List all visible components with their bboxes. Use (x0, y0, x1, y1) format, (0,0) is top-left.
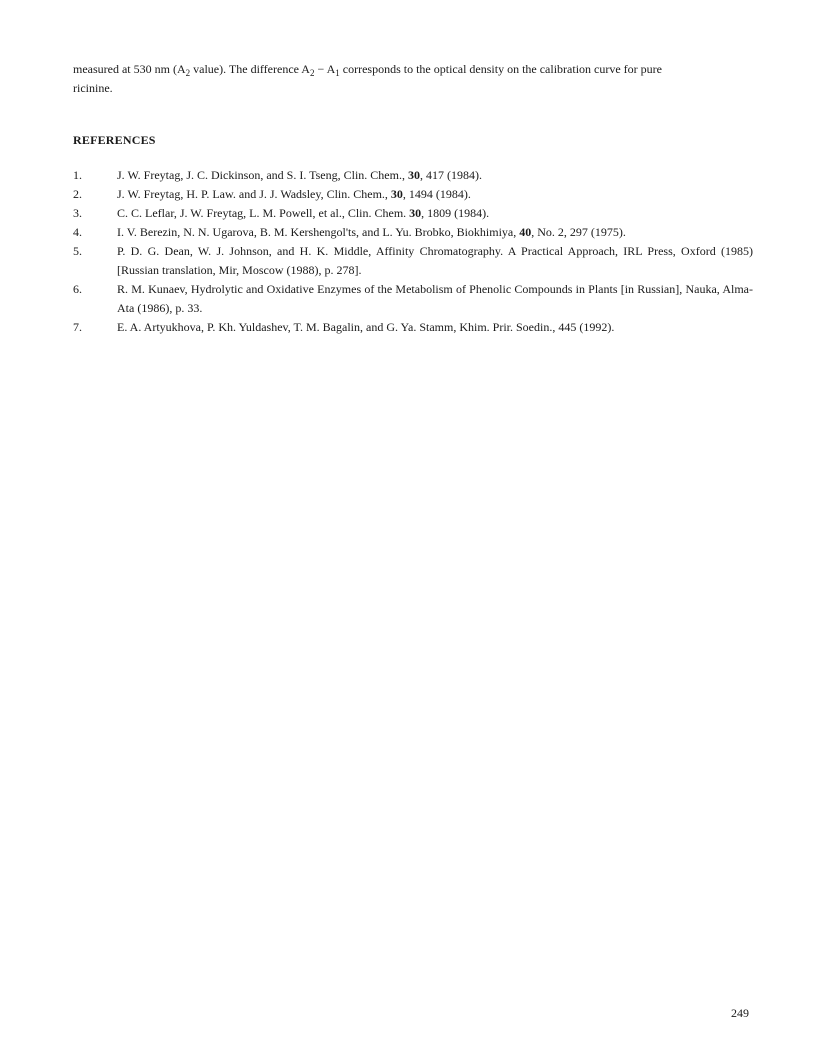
reference-item (73, 242, 753, 280)
reference-citation: I. V. Berezin, N. N. Ugarova, B. M. Kershengol'ts, and L. Yu. Brobko, Biokhimiya, (117, 225, 520, 239)
intro-subscript-3: 1 (335, 68, 340, 78)
reference-text (117, 204, 753, 223)
reference-text (117, 223, 753, 242)
reference-item (73, 280, 753, 318)
reference-volume: 40 (519, 225, 532, 239)
reference-text: P. D. G. Dean, W. J. Johnson, and H. K. Middle, Affinity Chromatography. A Practical Approach, IRL Press, Oxford (1985) [Russian translation, Mir, Moscow (1988), p. 278]. (117, 244, 753, 277)
reference-number: 2. (73, 187, 82, 201)
reference-citation: C. C. Leflar, J. W. Freytag, L. M. Powell, et al., Clin. Chem. (117, 206, 410, 220)
references-heading: REFERENCES (73, 133, 156, 147)
reference-number: 6. (73, 282, 82, 296)
reference-text (117, 185, 753, 204)
intro-text-5: ricinine. (73, 81, 113, 95)
intro-text-2: value). The difference A (190, 62, 310, 76)
reference-pages: , 1494 (1984). (402, 187, 471, 201)
reference-volume: 30 (409, 206, 422, 220)
reference-number: 4. (73, 225, 82, 239)
intro-subscript-1: 2 (185, 68, 191, 78)
reference-number: 5. (73, 244, 82, 258)
intro-subscript-2: 2 (309, 68, 315, 78)
page-number: 249 (731, 1006, 749, 1020)
intro-text-3: − A (314, 62, 336, 76)
reference-pages: , 417 (1984). (419, 168, 482, 182)
intro-text-1: measured at 530 nm (A (73, 62, 186, 76)
reference-item (73, 223, 753, 242)
reference-text: R. M. Kunaev, Hydrolytic and Oxidative Enzymes of the Metabolism of Phenolic Compounds in Plants [in Russian], Nauka, Alma-Ata (1986), p. 33. (117, 282, 753, 315)
reference-text (117, 166, 753, 185)
reference-pages: , No. 2, 297 (1975). (531, 225, 626, 239)
references-list (73, 166, 753, 337)
reference-citation: J. W. Freytag, J. C. Dickinson, and S. I. Tseng, Clin. Chem., (117, 168, 408, 182)
reference-volume: 30 (390, 187, 403, 201)
reference-pages: , 1809 (1984). (421, 206, 490, 220)
reference-number: 1. (73, 168, 82, 182)
reference-item (73, 204, 753, 223)
reference-volume: 30 (407, 168, 420, 182)
reference-citation: J. W. Freytag, H. P. Law. and J. J. Wadsley, Clin. Chem., (117, 187, 391, 201)
intro-paragraph (73, 60, 753, 98)
reference-number: 3. (73, 206, 82, 220)
reference-item (73, 166, 753, 185)
intro-text-4: corresponds to the optical density on the calibration curve for pure (339, 62, 662, 76)
reference-number: 7. (73, 320, 82, 334)
reference-item (73, 185, 753, 204)
reference-item (73, 318, 753, 337)
reference-text: E. A. Artyukhova, P. Kh. Yuldashev, T. M. Bagalin, and G. Ya. Stamm, Khim. Prir. Soedin., 445 (1992). (117, 320, 615, 334)
